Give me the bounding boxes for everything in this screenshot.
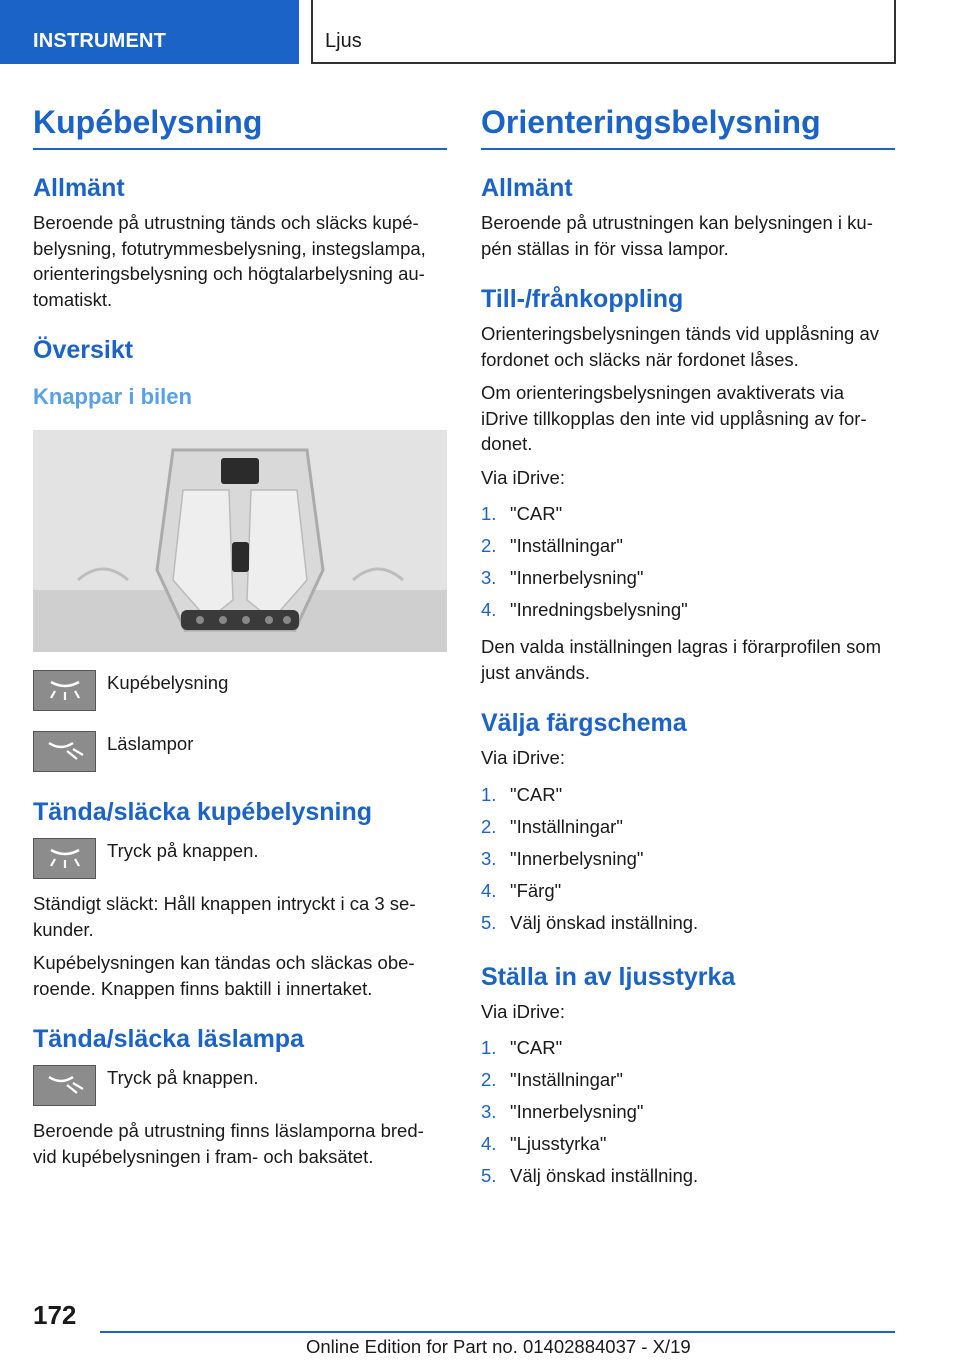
page-number: 172 — [33, 1300, 77, 1330]
heading-till-frankoppling: Till-/frånkoppling — [481, 285, 684, 313]
left-column — [33, 100, 447, 1177]
paragraph-allmant-right: Beroende på utrustningen kan belysningen i ku-pén ställas in för vissa lampor. — [481, 212, 873, 259]
heading-allmant-right: Allmänt — [481, 174, 573, 202]
icon-label-kupebelysning: Kupébelysning — [107, 672, 229, 693]
list-item: 2. "Inställningar" — [481, 535, 623, 556]
via-idrive-label: Via iDrive: — [481, 747, 565, 768]
ceiling-console-photo — [33, 430, 447, 652]
list-item: 4. "Ljusstyrka" — [481, 1133, 607, 1154]
icon-row-kupebelysning — [33, 670, 447, 711]
ceiling-console-illustration — [33, 430, 447, 652]
list-item: 3. "Innerbelysning" — [481, 847, 644, 869]
list-item: 3. "Innerbelysning" — [481, 1101, 644, 1122]
heading-valja-fargschema: Välja färgschema — [481, 709, 687, 737]
list-item: 1. "CAR" — [481, 503, 563, 524]
heading-tanda-kupebelysning: Tända/släcka kupébelysning — [33, 798, 373, 826]
heading-kupebelysning: Kupébelysning — [33, 100, 447, 150]
list-item: 1. "CAR" — [481, 1037, 563, 1058]
list-item: 5. Välj önskad inställning. — [481, 911, 699, 933]
page-header — [0, 0, 960, 66]
icon-row-tanda-las — [33, 1065, 447, 1106]
reading-light-icon — [33, 1065, 96, 1106]
icon-row-laslampor — [33, 731, 447, 772]
paragraph-laslampor-placering: Beroende på utrustning finns läslamporna bred-vid kupébelysningen i fram- och baksätet. — [33, 1120, 424, 1167]
edition-note: Online Edition for Part no. 01402884037 - X/19 — [306, 1336, 691, 1357]
instruction-tanda-kupe: Tryck på knappen. — [107, 840, 259, 861]
steps-list-orientering — [481, 498, 895, 626]
paragraph-standigt-slackt: Ständigt släckt: Håll knappen intryckt i ca 3 se-kunder. — [33, 893, 416, 940]
footer-divider — [100, 1331, 895, 1333]
heading-orienteringsbelysning: Orienteringsbelysning — [481, 100, 895, 150]
list-item: 3. "Innerbelysning" — [481, 567, 644, 588]
via-idrive-label: Via iDrive: — [481, 466, 565, 488]
list-item: 1. "CAR" — [481, 783, 563, 805]
icon-row-tanda-kupe — [33, 838, 447, 879]
heading-oversikt: Översikt — [33, 336, 134, 364]
header-frame — [311, 0, 896, 64]
via-idrive-label: Via iDrive: — [481, 1000, 565, 1022]
heading-knappar-i-bilen: Knappar i bilen — [33, 384, 192, 409]
paragraph-orientering-tands: Orienteringsbelysningen tänds vid upplåsning av fordonet och släcks när fordonet låses. — [481, 323, 880, 370]
heading-stalla-in-ljusstyrka: Ställa in av ljusstyrka — [481, 962, 736, 991]
list-item: 4. "Färg" — [481, 879, 562, 901]
section-tab: INSTRUMENT — [0, 0, 299, 64]
interior-light-icon — [33, 670, 96, 711]
interior-light-icon — [33, 838, 96, 879]
chapter-title: Ljus — [325, 30, 362, 52]
steps-list-farg — [481, 779, 895, 939]
paragraph-allmant-left: Beroende på utrustning tänds och släcks kupé-belysning, fotutrymmesbelysning, instegslampa, orienteringsbelysning och högtalarbelysning au-tomatiskt. — [33, 212, 426, 310]
paragraph-orientering-avaktiverad: Om orienteringsbelysningen avaktiverats via iDrive tillkopplas den inte vid upplåsning av for-donet. — [481, 382, 867, 454]
steps-list-ljusstyrka — [481, 1032, 895, 1192]
list-item: 2. "Inställningar" — [481, 815, 623, 837]
list-item: 2. "Inställningar" — [481, 1069, 623, 1090]
heading-tanda-laslampa: Tända/släcka läslampa — [33, 1025, 304, 1053]
paragraph-kupe-oberoende: Kupébelysningen kan tändas och släckas obe-roende. Knappen finns baktill i innertaket. — [33, 952, 415, 999]
heading-allmant-left: Allmänt — [33, 174, 125, 202]
reading-light-icon — [33, 731, 96, 772]
right-column — [481, 100, 895, 1200]
list-item: 5. Välj önskad inställning. — [481, 1165, 699, 1186]
instruction-tanda-las: Tryck på knappen. — [107, 1067, 259, 1088]
paragraph-installning-lagras: Den valda inställningen lagras i förarprofilen som just används. — [481, 636, 882, 683]
icon-label-laslampor: Läslampor — [107, 733, 194, 754]
list-item: 4. "Inredningsbelysning" — [481, 599, 688, 620]
